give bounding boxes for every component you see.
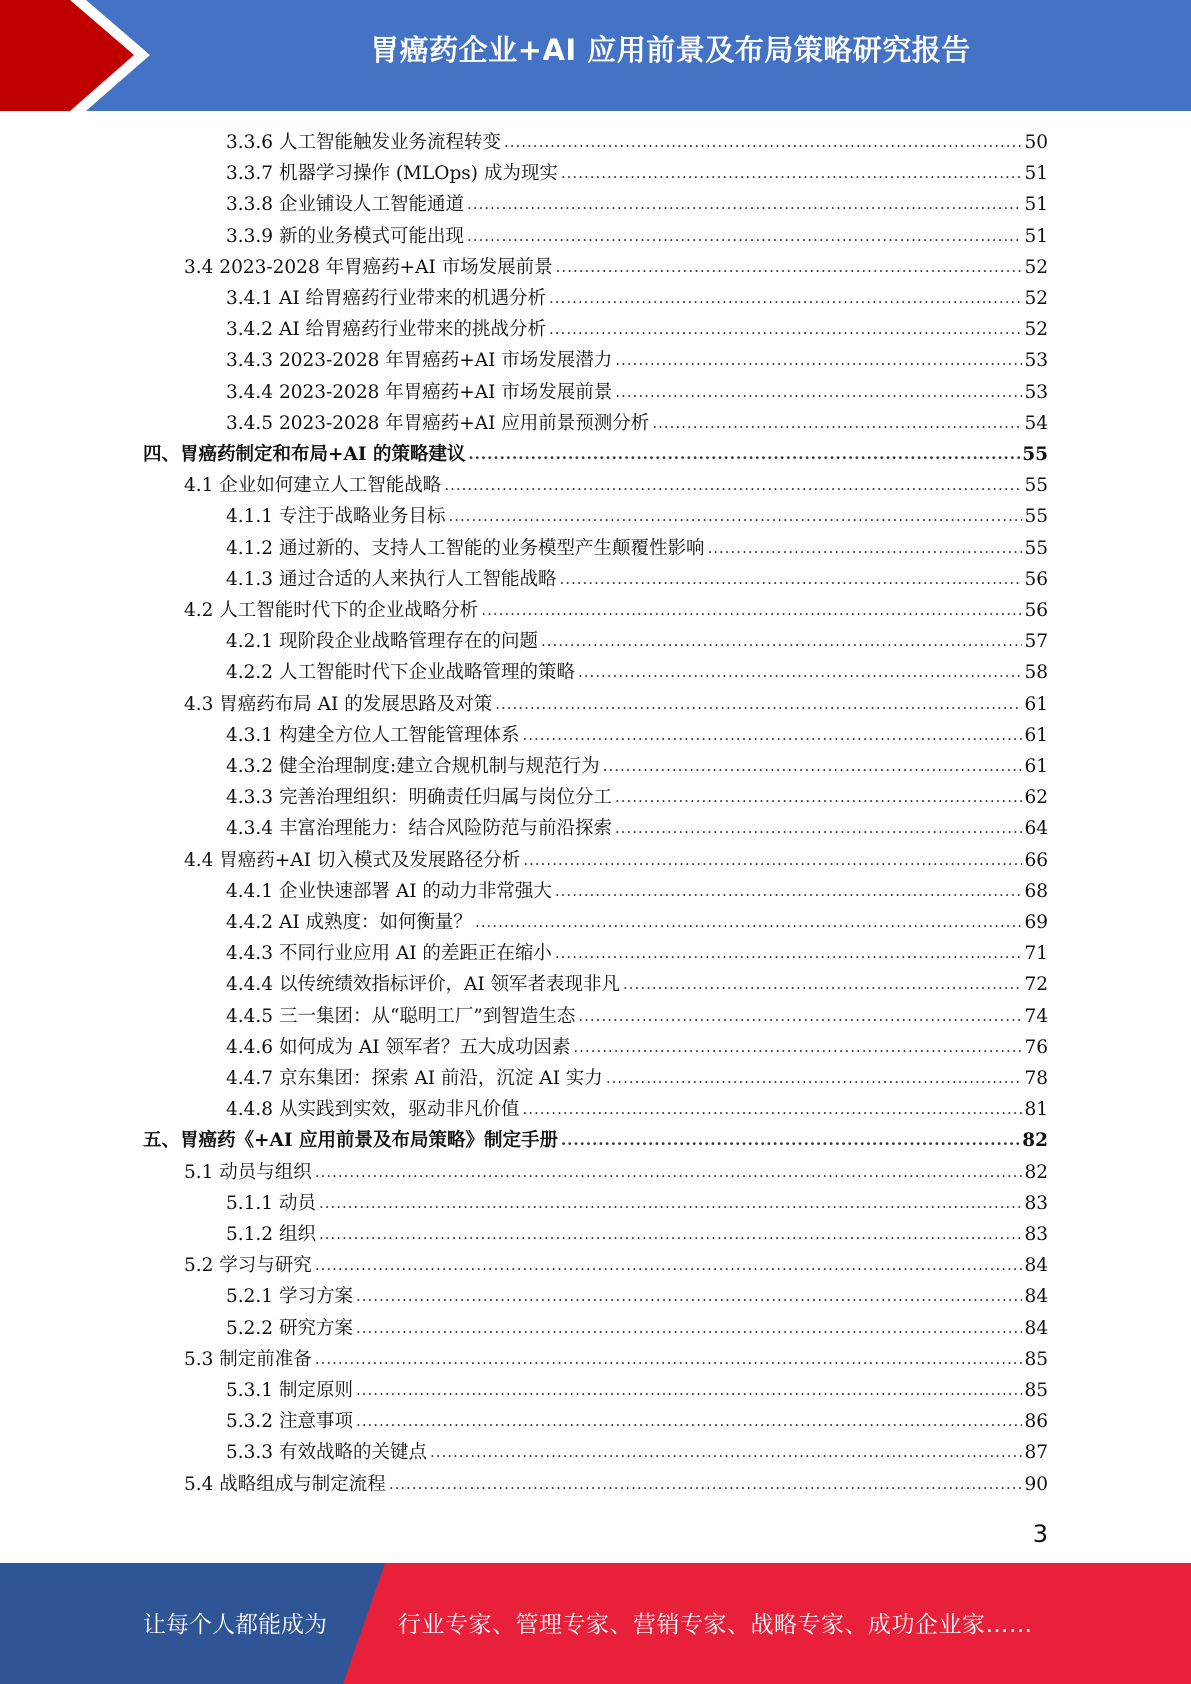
toc-entry-page: 56: [1024, 600, 1048, 621]
toc-dot-leader: [559, 564, 1022, 594]
toc-entry-title: 5.1 动员与组织: [184, 1161, 312, 1183]
toc-entry[interactable]: [226, 1095, 1048, 1125]
toc-entry-page: 85: [1024, 1348, 1048, 1370]
toc-entry-title: 5.4 战略组成与制定流程: [184, 1473, 386, 1495]
toc-entry-page: 83: [1024, 1224, 1048, 1245]
toc-entry-title: 4.1.2 通过新的、支持人工智能的业务模型产生颠覆性影响: [226, 537, 705, 559]
toc-entry-page: 78: [1024, 1068, 1048, 1089]
toc-dot-leader: [315, 1250, 1023, 1280]
toc-entry-title: 4.1.1 专注于战略业务目标: [226, 506, 446, 528]
toc-entry-page: 53: [1024, 381, 1048, 403]
toc-entry[interactable]: [143, 1126, 1048, 1156]
toc-entry-page: 66: [1024, 849, 1048, 871]
toc-entry[interactable]: [226, 908, 1048, 938]
toc-entry-title: 3.4 2023-2028 年胃癌药+AI 市场发展前景: [184, 256, 553, 278]
toc-entry-page: 64: [1024, 818, 1048, 840]
toc-entry[interactable]: [184, 471, 1048, 501]
toc-entry-title: 3.4.5 2023-2028 年胃癌药+AI 应用前景预测分析: [226, 412, 650, 434]
toc-dot-leader: [356, 1375, 1023, 1405]
toc-entry[interactable]: [226, 128, 1048, 158]
toc-dot-leader: [448, 501, 1022, 531]
toc-entry[interactable]: [226, 1220, 1048, 1250]
toc-entry-title: 4.2 人工智能时代下的企业战略分析: [184, 600, 479, 621]
toc-dot-leader: [504, 127, 1022, 157]
toc-entry[interactable]: [226, 565, 1048, 595]
toc-entry-page: 55: [1022, 444, 1048, 465]
toc-entry-title: 3.3.9 新的业务模式可能出现: [226, 225, 464, 247]
toc-entry-title: 5.3.2 注意事项: [226, 1411, 353, 1433]
toc-dot-leader: [495, 689, 1022, 719]
toc-entry[interactable]: [143, 440, 1048, 470]
toc-entry-title: 3.4.4 2023-2028 年胃癌药+AI 市场发展前景: [226, 381, 613, 403]
toc-dot-leader: [523, 845, 1022, 875]
toc-entry-page: 51: [1024, 225, 1048, 247]
toc-entry-title: 4.3 胃癌药布局 AI 的发展思路及对策: [184, 693, 493, 715]
toc-entry-title: 4.1 企业如何建立人工智能战略: [184, 475, 442, 497]
toc-entry-page: 84: [1024, 1255, 1048, 1277]
toc-entry-page: 90: [1024, 1473, 1048, 1495]
toc-entry[interactable]: [184, 846, 1048, 876]
toc-entry[interactable]: [226, 378, 1048, 408]
toc-entry-title: 5.1.1 动员: [226, 1192, 316, 1214]
toc-entry-page: 52: [1024, 256, 1048, 278]
toc-dot-leader: [652, 408, 1022, 438]
toc-entry-title: 4.1.3 通过合适的人来执行人工智能战略: [226, 568, 557, 590]
toc-entry[interactable]: [226, 315, 1048, 345]
toc-entry[interactable]: [226, 1282, 1048, 1312]
toc-entry-page: 54: [1024, 412, 1048, 434]
toc-entry-page: 83: [1024, 1192, 1048, 1214]
toc-entry[interactable]: [226, 752, 1048, 782]
footer-slogan-left: 让每个人都能成为: [143, 1612, 327, 1638]
toc-entry[interactable]: [226, 409, 1048, 439]
toc-entry[interactable]: [226, 1064, 1048, 1094]
toc-entry[interactable]: [226, 1407, 1048, 1437]
toc-entry[interactable]: [226, 970, 1048, 1000]
toc-entry[interactable]: [226, 783, 1048, 813]
toc-entry[interactable]: [184, 690, 1048, 720]
toc-entry[interactable]: [226, 284, 1048, 314]
toc-entry[interactable]: [226, 627, 1048, 657]
toc-dot-leader: [615, 782, 1022, 812]
toc-entry-title: 5.2.1 学习方案: [226, 1286, 353, 1308]
toc-entry-page: 61: [1024, 724, 1048, 746]
toc-dot-leader: [606, 1063, 1023, 1093]
toc-dot-leader: [522, 1094, 1022, 1124]
toc-entry-page: 76: [1024, 1036, 1048, 1058]
toc-dot-leader: [707, 533, 1022, 563]
toc-entry-title: 3.4.1 AI 给胃癌药行业带来的机遇分析: [226, 288, 547, 309]
toc-dot-leader: [475, 907, 1022, 937]
toc-entry-page: 84: [1024, 1317, 1048, 1339]
toc-entry[interactable]: [226, 534, 1048, 564]
toc-entry-page: 68: [1024, 880, 1048, 902]
toc-entry-title: 五、胃癌药《+AI 应用前景及布局策略》制定手册: [143, 1130, 558, 1152]
toc-entry[interactable]: [184, 1158, 1048, 1188]
toc-entry-title: 4.3.4 丰富治理能力：结合风险防范与前沿探索: [226, 818, 612, 840]
toc-dot-leader: [549, 283, 1022, 313]
toc-entry-page: 53: [1024, 350, 1048, 372]
toc-entry-title: 5.2.2 研究方案: [226, 1317, 353, 1339]
toc-dot-leader: [561, 158, 1023, 188]
toc-dot-leader: [522, 720, 1022, 750]
toc-entry-title: 4.4.2 AI 成熟度：如何衡量？: [226, 912, 473, 933]
toc-entry[interactable]: [184, 1345, 1048, 1375]
toc-entry-title: 4.4.8 从实践到实效，驱动非凡价值: [226, 1099, 520, 1121]
toc-entry-title: 5.3 制定前准备: [184, 1348, 312, 1370]
toc-entry-title: 4.2.2 人工智能时代下企业战略管理的策略: [226, 662, 575, 684]
toc-entry[interactable]: [226, 1189, 1048, 1219]
toc-entry-page: 55: [1024, 537, 1048, 559]
toc-dot-leader: [549, 314, 1022, 344]
toc-dot-leader: [541, 626, 1022, 656]
toc-dot-leader: [615, 377, 1022, 407]
toc-entry-title: 4.4.1 企业快速部署 AI 的动力非常强大: [226, 880, 552, 902]
toc-entry[interactable]: [226, 1376, 1048, 1406]
toc-entry[interactable]: [226, 877, 1048, 907]
page-footer: [0, 1563, 1191, 1684]
toc-entry[interactable]: [184, 1251, 1048, 1281]
toc-dot-leader: [389, 1469, 1023, 1499]
toc-dot-leader: [444, 470, 1022, 500]
toc-entry-page: 82: [1022, 1130, 1048, 1152]
toc-dot-leader: [481, 595, 1022, 625]
toc-entry-page: 81: [1024, 1099, 1048, 1121]
toc-entry[interactable]: [226, 721, 1048, 751]
toc-entry-page: 69: [1024, 912, 1048, 933]
toc-entry-page: 72: [1024, 974, 1048, 996]
toc-dot-leader: [468, 439, 1020, 469]
toc-entry-page: 74: [1024, 1005, 1048, 1027]
toc-entry-page: 86: [1024, 1411, 1048, 1433]
toc-entry-page: 56: [1024, 568, 1048, 590]
toc-dot-leader: [623, 969, 1022, 999]
toc-entry-title: 4.3.1 构建全方位人工智能管理体系: [226, 724, 520, 746]
toc-dot-leader: [467, 189, 1022, 219]
toc-entry[interactable]: [226, 159, 1048, 189]
toc-entry-page: 55: [1024, 475, 1048, 497]
toc-entry[interactable]: [226, 658, 1048, 688]
toc-entry-page: 55: [1024, 506, 1048, 528]
page-header: [0, 0, 1191, 111]
toc-entry-title: 3.3.8 企业铺设人工智能通道: [226, 194, 464, 216]
footer-slogan-right: 行业专家、管理专家、营销专家、战略专家、成功企业家……: [398, 1612, 1033, 1638]
toc-dot-leader: [356, 1281, 1023, 1311]
toc-entry-page: 87: [1024, 1442, 1048, 1464]
toc-dot-leader: [603, 751, 1023, 781]
toc-dot-leader: [356, 1313, 1023, 1343]
toc-entry-title: 4.4.6 如何成为 AI 领军者？五大成功因素: [226, 1036, 571, 1058]
toc-entry[interactable]: [226, 190, 1048, 220]
toc-entry-page: 50: [1024, 132, 1048, 153]
toc-entry[interactable]: [226, 1002, 1048, 1032]
toc-entry-page: 51: [1024, 163, 1048, 185]
toc-entry-page: 58: [1024, 662, 1048, 684]
toc-dot-leader: [555, 938, 1023, 968]
toc-entry-title: 5.1.2 组织: [226, 1224, 316, 1245]
toc-entry[interactable]: [184, 596, 1048, 626]
toc-entry-title: 4.4.7 京东集团：探索 AI 前沿，沉淀 AI 实力: [226, 1068, 603, 1089]
toc-entry[interactable]: [184, 1470, 1048, 1500]
toc-entry-page: 61: [1024, 693, 1048, 715]
toc-entry-page: 57: [1024, 631, 1048, 653]
toc-dot-leader: [555, 876, 1023, 906]
toc-dot-leader: [615, 813, 1022, 843]
toc-entry-title: 3.4.3 2023-2028 年胃癌药+AI 市场发展潜力: [226, 350, 613, 372]
toc-entry-page: 82: [1024, 1161, 1048, 1183]
toc-dot-leader: [615, 345, 1022, 375]
toc-dot-leader: [556, 252, 1023, 282]
toc-entry-page: 51: [1024, 194, 1048, 216]
toc-entry-title: 5.3.3 有效战略的关键点: [226, 1442, 427, 1464]
toc-entry-page: 62: [1024, 787, 1048, 809]
toc-entry-page: 84: [1024, 1286, 1048, 1308]
toc-entry[interactable]: [226, 939, 1048, 969]
toc-entry-title: 4.4 胃癌药+AI 切入模式及发展路径分析: [184, 849, 521, 871]
toc-entry-title: 5.3.1 制定原则: [226, 1380, 353, 1401]
toc-entry-title: 3.4.2 AI 给胃癌药行业带来的挑战分析: [226, 319, 547, 341]
toc-entry-title: 3.3.7 机器学习操作 (MLOps) 成为现实: [226, 163, 558, 185]
toc-entry[interactable]: [226, 1438, 1048, 1468]
toc-entry[interactable]: [226, 222, 1048, 252]
page-number: 3: [1032, 1520, 1048, 1548]
header-title: 胃癌药企业+AI 应用前景及布局策略研究报告: [370, 33, 971, 67]
toc-entry[interactable]: [226, 1314, 1048, 1344]
toc-dot-leader: [573, 1032, 1022, 1062]
toc-entry[interactable]: [226, 1033, 1048, 1063]
toc-dot-leader: [467, 221, 1022, 251]
toc-entry-page: 52: [1024, 319, 1048, 341]
toc-entry[interactable]: [226, 502, 1048, 532]
toc-dot-leader: [315, 1157, 1023, 1187]
toc-entry-title: 四、胃癌药制定和布局+AI 的策略建议: [143, 444, 466, 465]
toc-entry[interactable]: [184, 253, 1048, 283]
toc-entry-title: 5.2 学习与研究: [184, 1255, 312, 1277]
toc-entry-title: 4.3.2 健全治理制度:建立合规机制与规范行为: [226, 756, 600, 777]
toc-dot-leader: [430, 1437, 1022, 1467]
toc-entry[interactable]: [226, 814, 1048, 844]
toc-entry-title: 4.3.3 完善治理组织：明确责任归属与岗位分工: [226, 787, 612, 809]
toc-entry-title: 4.4.5 三一集团：从“聪明工厂”到智造生态: [226, 1005, 576, 1027]
toc-entry-page: 85: [1024, 1380, 1048, 1401]
toc-entry-title: 4.2.1 现阶段企业战略管理存在的问题: [226, 631, 538, 653]
toc-dot-leader: [356, 1406, 1023, 1436]
toc-entry-page: 61: [1024, 756, 1048, 777]
toc-dot-leader: [319, 1188, 1023, 1218]
toc-dot-leader: [319, 1219, 1023, 1249]
toc-dot-leader: [578, 1001, 1022, 1031]
toc-dot-leader: [315, 1344, 1023, 1374]
toc-entry[interactable]: [226, 346, 1048, 376]
toc-dot-leader: [561, 1125, 1020, 1155]
toc-entry-title: 4.4.4 以传统绩效指标评价，AI 领军者表现非凡: [226, 974, 621, 996]
toc-entry-page: 52: [1024, 288, 1048, 309]
toc-entry-title: 3.3.6 人工智能触发业务流程转变: [226, 132, 501, 153]
toc-entry-title: 4.4.3 不同行业应用 AI 的差距正在缩小: [226, 943, 552, 965]
toc-dot-leader: [578, 657, 1022, 687]
toc-entry-page: 71: [1024, 943, 1048, 965]
